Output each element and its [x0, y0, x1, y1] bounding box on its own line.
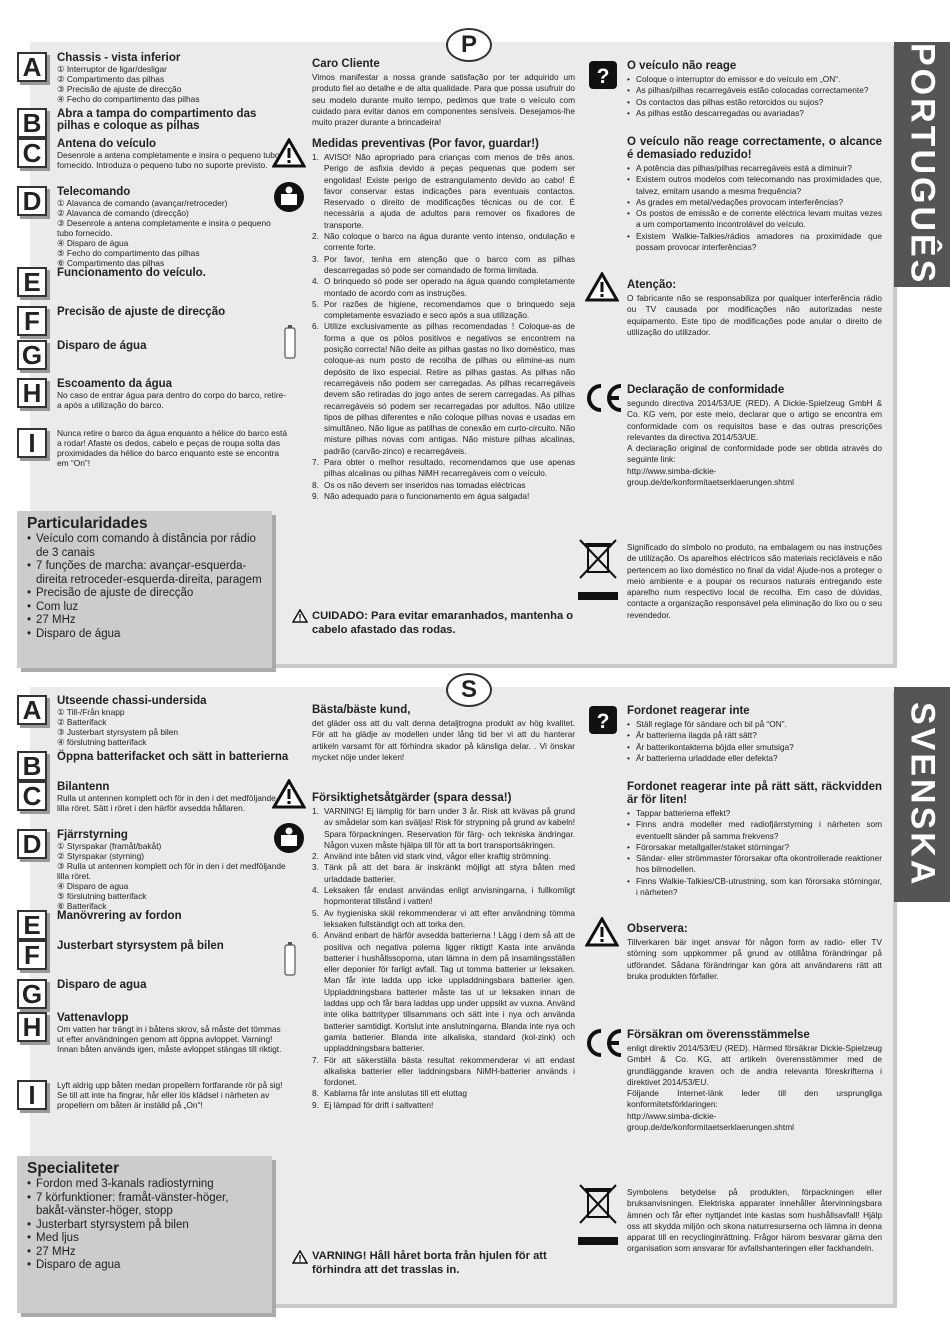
question-mark-icon	[588, 60, 618, 95]
item-text: Alavanca de comando (avançar/retroceder)	[66, 198, 228, 208]
sv-features-list	[27, 1178, 262, 1273]
bullet-item: • Coloque o interruptor do emissor e do veículo em „ON“.	[627, 74, 841, 84]
section-body	[57, 979, 289, 991]
section-item	[57, 208, 289, 218]
section-title: Fjärrstyrning	[57, 829, 128, 841]
item-text: Compartimento das pilhas	[66, 74, 165, 84]
pt-disposal-text: Significado do símbolo no produto, na embalagem ou nas instruções de utilização. Os aparelhos eléctricos são materiais recicláveis e não pertencem ao lixo doméstico no final da vida! Ajude-nos a proteger o meio ambiente e a poupar os recursos naturais entregando este aparelho num respectivo local de recolha. Em caso de dúvidas, contacte a organização responsável pela eliminação do lixo ou o seu revendedor.	[627, 542, 882, 620]
item-text: Precisão de ajuste de direcção	[66, 84, 182, 94]
section-body	[57, 340, 289, 352]
sv-greeting	[312, 704, 575, 763]
section-letter: D	[17, 829, 47, 859]
section-item	[57, 84, 289, 94]
sv-features-title: Specialiteter	[27, 1160, 120, 1177]
sv-trouble-2-list	[627, 808, 882, 898]
bullet-text: Existem outros modelos com telecomando nas proximidades que, talvez, emitam usando a mesma frequência?	[636, 174, 882, 196]
numbered-item: 8. Kablarna får inte anslutas till ett eluttag	[312, 1088, 467, 1099]
item-number-icon: ②	[57, 74, 67, 84]
numbered-text: Por razões de higiene, recomendamos que o brinquedo seja completamente esvaziado e seco após a sua utilização.	[324, 298, 575, 321]
section-body	[57, 1080, 289, 1110]
pt-greeting	[312, 58, 575, 128]
feature-item: • 27 MHz	[27, 614, 76, 626]
bullet-item: • Tappar batterierna effekt?	[627, 808, 731, 818]
bullet-text: Förorsakar metallgaller/staket störningar?	[636, 841, 790, 852]
weee-bin-icon	[578, 1183, 618, 1232]
numbered-text: Por favor, tenha em atenção que o barco com as pilhas descarregadas só pode ser comandado de forma limitada.	[324, 253, 575, 275]
section-letter: B	[17, 751, 47, 781]
section-title: Vattenavlopp	[57, 1012, 129, 1024]
bullet-item: • As pilhas estão descarregadas ou avariadas?	[627, 107, 804, 118]
feature-text: Com luz	[36, 600, 79, 613]
bullet-text: As pilhas estão descarregadas ou avariadas?	[636, 107, 804, 118]
numbered-text: Kablarna får inte anslutas till ett eluttag	[324, 1088, 467, 1099]
section-text: Om vatten har trängt in i båtens skrov, så måste det tömmas ut efter användningen genom att öppna avloppet. Varning! Innan båten används igen, måste avloppet stängas till riktigt.	[57, 1024, 282, 1054]
feature-text: Veículo com comando à distância por rádio de 3 canais	[36, 533, 256, 559]
item-number-icon: ⑤	[57, 891, 67, 901]
pt-trouble-1	[627, 60, 882, 119]
section-item	[57, 861, 289, 881]
battery-icon	[284, 942, 296, 981]
item-number-icon: ③	[57, 218, 67, 228]
feature-item: • 7 körfunktioner: framåt-vänster-höger, bakåt-vänster-höger, stopp	[27, 1192, 262, 1219]
item-text: Fecho do compartimento das pilhas	[66, 248, 200, 258]
pt-features-list	[27, 533, 262, 641]
item-number-icon: ③	[57, 727, 67, 737]
item-number-icon: ④	[57, 737, 67, 747]
item-text: Fecho do compartimento das pilhas	[66, 94, 200, 104]
pt-language-tab: PORTUGUÊS	[894, 42, 950, 287]
caution-triangle-icon	[292, 609, 308, 628]
feature-text: Disparo de água	[36, 627, 121, 640]
section-title: Telecomando	[57, 186, 131, 198]
sv-trouble-2	[627, 781, 882, 898]
feature-item: • 27 MHz	[27, 1245, 76, 1258]
section-letter: B	[17, 108, 47, 138]
section-letter: C	[17, 138, 47, 168]
bullet-text: Existem Walkie-Talkies/rádios amadores na proximidade que possam provocar interferências?	[636, 230, 882, 253]
weee-bin-icon	[578, 538, 618, 587]
sv-trouble-1-title: Fordonet reagerar inte	[627, 705, 750, 717]
item-number-icon: ③	[57, 861, 67, 871]
feature-text: 7 körfunktioner: framåt-vänster-höger, bakåt-vänster-höger, stopp	[36, 1191, 229, 1217]
pt-greeting-text: Vimos manifestar a nossa grande satisfação por ter adquirido um produto fiel ao detalhe e de alta qualidade. Para que possa usufruir do seu modelo durante muito tempo, pedimos que trate o veículo com cuidado para evitar danos em componentes sensíveis. Desejamos-lhe muito prazer durante a brincadeira!	[312, 72, 575, 128]
bullet-item: • Ställ reglage för sändare och bil på “ON”.	[627, 719, 787, 729]
numbered-text: Os os não devem ser inseridos nas tomadas eléctricas	[324, 479, 526, 490]
section-title: Escoamento da água	[57, 378, 173, 390]
feature-item: • Disparo de agua	[27, 1259, 121, 1271]
section-letter: I	[17, 428, 47, 458]
bullet-text: Os postos de emissão e de corrente eléctrica levam muitas vezes a um comportamento incontrolável do veículo.	[636, 208, 882, 230]
bullet-item: • Sändar- eller strömmaster förorsakar ofta okontrollerade reaktioner hos bilmodellen.	[627, 853, 882, 875]
sv-greeting-title: Bästa/bäste kund,	[312, 704, 411, 716]
numbered-text: Utilize exclusivamente as pilhas recomendadas ! Coloque-as de forma a que os pólos positivos e negativos se encontrem na posição correcta! Não deite as pilhas gastas no lixo doméstico, mas coloque-as num posto de recolha de pilhas ou elimine-as num depósito de lixo especial. Retire as pilhas gastas. As pilhas não recarregáveis não podem ser carregadas. As pilhas recarregáveis devem são retiradas do jogo antes de serem carregadas. As pilhas recarregáveis só podem ser recarregadas por adultos. Não utilize tipos de pilhas diferentes e não coloque pilhas novas e usadas em simultâneo. Não ligue as patilhas de conexão em curto-circuito. Não misture pilhas novas com antigas. Não misture pilhas alcalinas, padrão (carvão-zinco) e recarregáveis.	[324, 321, 575, 456]
numbered-item: 4. Leksaken får endast användas enligt anvisningarna, i fullkomligt hopmonterat tillstånd i vatten!	[312, 885, 575, 907]
sv-greeting-text: det gläder oss att du valt denna detaljtrogna produkt av hög kvalitet. För att ha glädje av modellen under lång tid ber vi att du hanterar artikeln varsamt för att förhindra skador på känsliga delar. . Vi önskar mycket nöje under leken!	[312, 718, 575, 762]
bullet-text: Ställ reglage för sändare och bil på “ON”.	[636, 719, 787, 729]
item-text: Styrspakar (framåt/bakåt)	[66, 841, 162, 851]
section-item	[57, 64, 289, 74]
item-text: Batterifack	[66, 901, 107, 911]
section-body	[57, 910, 289, 922]
item-number-icon: ③	[57, 84, 67, 94]
numbered-item: 5. Por razões de higiene, recomendamos que o brinquedo seja completamente esvaziado e seco após a sua utilização.	[312, 298, 575, 321]
numbered-item: 7. Para obter o melhor resultado, recomendamos que use apenas pilhas alcalinas ou pilhas NiMH recarregáveis com o veículo.	[312, 457, 575, 479]
item-number-icon: ②	[57, 717, 67, 727]
section-title: Funcionamento do veículo.	[57, 267, 206, 279]
sv-attention	[627, 923, 882, 982]
item-number-icon: ④	[57, 238, 67, 248]
section-title: Precisão de ajuste de direcção	[57, 306, 226, 318]
section-letter: H	[17, 1012, 47, 1042]
bullet-item: • A potência das pilhas/pilhas recarregáveis está a diminuir?	[627, 163, 852, 173]
question-mark-icon	[588, 705, 618, 740]
warning-triangle-icon	[272, 138, 306, 173]
caution-triangle-icon	[292, 1250, 308, 1269]
sv-language-badge: S	[446, 673, 492, 707]
section-item	[57, 238, 289, 248]
bullet-item: • Finns andra modeller med radiofjärrstyrning i närheten som eventuellt sänder på samma frekvens?	[627, 819, 882, 841]
section-letter: F	[17, 940, 47, 970]
numbered-item: 7. För att säkerställa bästa resultat rekommenderar vi att endast alkaliska batterier eller laddningsbara NiMH-batterier används i fordonet.	[312, 1054, 575, 1088]
section-item	[57, 881, 289, 891]
section-body	[57, 186, 289, 268]
section-body	[57, 940, 289, 952]
item-text: förslutning batterifack	[66, 891, 147, 901]
section-title: Chassis - vista inferior	[57, 52, 181, 64]
pt-attention-title: Atenção:	[627, 279, 677, 291]
item-text: Batterifack	[66, 717, 107, 727]
item-number-icon: ②	[57, 208, 67, 218]
numbered-item: 2. Använd inte båten vid stark vind, vågor eller kraftig strömning.	[312, 851, 551, 862]
bullet-text: Är batterikontakterna böjda eller smutsiga?	[636, 741, 794, 752]
numbered-item: 6. Utilize exclusivamente as pilhas recomendadas ! Coloque-as de forma a que os pólos positivos e negativos se encontrem na posição correcta! Não deite as pilhas gastas no lixo doméstico, mas coloque-as num posto de recolha de pilhas ou elimine-as num depósito de lixo especial. Retire as pilhas gastas. As pilhas não recarregáveis não podem ser carregadas. As pilhas recarregáveis devem são retiradas do jogo antes de serem carregadas. As pilhas recarregáveis só podem ser recarregadas por adultos. Não utilize tipos de pilhas diferentes e não coloque pilhas novas e usadas em simultâneo. Não ligue as patilhas de conexão em curto-circuito. Não misture pilhas novas com antigas. Não misture pilhas alcalinas, padrão (carvão-zinco) e recarregáveis.	[312, 321, 575, 456]
section-text: Rulla ut antennen komplett och för in den i det medföljande lilla röret. Sätt i röret i den härför avsedda hållaren.	[57, 793, 276, 813]
ce-mark-icon	[585, 1028, 625, 1063]
section-letter: C	[17, 781, 47, 811]
item-number-icon: ①	[57, 64, 67, 74]
sv-conformity-text: enligt direktiv 2014/53/EU (RED). Härmed försäkrar Dickie-Spielzeug GmbH & Co. KG, att artikeln överensstämmer med de grundläggande kraven och de andra relevanta föreskrifterna i direktivet 2014/53/EU.	[627, 1043, 882, 1087]
item-text: Alavanca de comando (direcção)	[66, 208, 189, 218]
numbered-item: 2. Não coloque o barco na água durante vento intenso, ondulação e corrente forte.	[312, 231, 575, 253]
bullet-item: • Os postos de emissão e de corrente eléctrica levam muitas vezes a um comportamento incontrolável do veículo.	[627, 208, 882, 230]
section-item	[57, 248, 289, 258]
sv-conformity-title: Försäkran om överensstämmelse	[627, 1029, 810, 1041]
pt-conformity	[627, 384, 882, 488]
battery-icon	[284, 325, 296, 364]
bullet-item: • Existem Walkie-Talkies/rádios amadores na proximidade que possam provocar interferências?	[627, 230, 882, 253]
item-number-icon: ⑥	[57, 258, 67, 268]
pt-conformity-title: Declaração de conformidade	[627, 384, 785, 396]
pt-caution-text: CUIDADO: Para evitar emaranhados, mantenha o cabelo afastado das rodas.	[312, 610, 574, 636]
numbered-text: Ej lämpad för drift i saltvatten!	[324, 1099, 434, 1110]
sv-language-tab: SVENSKA	[894, 687, 950, 902]
item-number-icon: ①	[57, 841, 67, 851]
bullet-item: • Os contactos das pilhas estão retorcidos ou sujos?	[627, 96, 824, 107]
bullet-text: Finns andra modeller med radiofjärrstyrning i närheten som eventuellt sänder på samma frekvens?	[636, 819, 882, 841]
feature-item: • Med ljus	[27, 1232, 79, 1244]
section-body	[57, 267, 289, 279]
numbered-text: För att säkerställa bästa resultat rekommenderar vi att endast alkaliska batterier eller laddningsbara NiMH-batterier används i fordonet.	[324, 1054, 575, 1088]
feature-text: 27 MHz	[36, 1245, 76, 1258]
section-item	[57, 727, 289, 737]
section-item	[57, 707, 289, 717]
item-number-icon: ①	[57, 707, 67, 717]
section-body	[57, 695, 289, 747]
item-text: Desenrole a antena completamente e insira o pequeno tubo fornecido.	[57, 218, 271, 238]
section-letter: G	[17, 979, 47, 1009]
section-item	[57, 737, 289, 747]
section-letter: E	[17, 910, 47, 940]
pt-features-title: Particularidades	[27, 515, 148, 532]
section-item	[57, 851, 289, 861]
numbered-text: Para obter o melhor resultado, recomendamos que use apenas pilhas alcalinas ou pilhas NiMH recarregáveis com o veículo.	[324, 457, 575, 479]
item-text: Disparo de água	[66, 238, 129, 248]
item-number-icon: ④	[57, 881, 67, 891]
numbered-text: Não coloque o barco na água durante vento intenso, ondulação e corrente forte.	[324, 231, 575, 253]
section-body	[57, 781, 289, 813]
section-letter: F	[17, 306, 47, 336]
feature-item: • Veículo com comando à distância por rádio de 3 canais	[27, 533, 262, 560]
section-body	[57, 751, 289, 763]
numbered-text: Leksaken får endast användas enligt anvisningarna, i fullkomligt hopmonterat tillstånd i vatten!	[324, 885, 575, 907]
sv-attention-text: Tillverkaren bär inget ansvar för någon form av radio- eller TV störning som uppkommer på grund av otillåtna förändringar på utförandet. Sådana förändringar kan göra att användarens rätt att bruka produkten förfaller.	[627, 937, 882, 981]
sv-safety-title: Försiktighetsåtgärder (spara dessa!)	[312, 792, 512, 804]
section-letter: E	[17, 267, 47, 297]
pt-trouble-1-title: O veículo não reage	[627, 60, 737, 72]
svg-text:?: ?	[596, 710, 610, 733]
pt-conformity-text: segundo directiva 2014/53/UE (RED). A Dickie-Spielzeug GmbH & Co. KG vem, por este meio, declarar que o artigo se encontra em conformidade com os requisitos base e das outras prescrições relevantes da directiva 2014/53/UE.	[627, 398, 882, 442]
sv-attention-title: Observera:	[627, 923, 688, 935]
item-text: Rulla ut antennen komplett och för in den i det medföljande lilla röret.	[57, 861, 286, 881]
sv-conformity-text2: Följande Internet-länk leder till den ursprungliga konformitetsförklaringen:	[627, 1088, 882, 1110]
numbered-text: O brinquedo só pode ser operado na água quando completamente montado de acordo com as instruções.	[324, 276, 575, 298]
bullet-item: • As pilhas/pilhas recarregáveis estão colocadas correctamente?	[627, 85, 869, 96]
feature-text: 7 funções de marcha: avançar-esquerda-direita retroceder-esquerda-direita, paragem	[36, 560, 262, 586]
feature-text: Med ljus	[36, 1232, 79, 1244]
read-manual-icon	[272, 821, 306, 860]
numbered-item: 4. O brinquedo só pode ser operado na água quando completamente montado de acordo com as instruções.	[312, 276, 575, 298]
sv-trouble-1-list	[627, 719, 882, 764]
numbered-item: 3. Por favor, tenha em atenção que o barco com as pilhas descarregadas só pode ser comandado de forma limitada.	[312, 253, 575, 275]
sv-conformity-url: http://www.simba-dickie-group.de/de/konformitaetserklaerungen.shtml	[627, 1110, 794, 1133]
section-letter: I	[17, 1080, 47, 1110]
numbered-text: AVISO! Não apropriado para crianças com menos de três anos. Perigo de asfixia devido a peças pequenas que podem ser engolidas! Existe perigo de estrangulamento devido ao cabo! É favor conservar estas indicações para eventuais contactos. Reservado o direito de modificações técnicas ou de cor. É necessária a ajuda de adultos para remover os fixadores de transporte.	[324, 152, 575, 230]
numbered-text: Não adequado para o funcionamento em água salgada!	[324, 490, 530, 501]
feature-text: Disparo de agua	[36, 1259, 121, 1271]
numbered-item: 5. Av hygieniska skäl rekommenderar vi att efter användning tömma leksaken fullständigt och att torka den.	[312, 907, 575, 929]
item-text: Justerbart styrsystem på bilen	[66, 727, 179, 737]
section-title: Öppna batterifacket och sätt in batterierna	[57, 751, 289, 763]
section-title: Justerbart styrsystem på bilen	[57, 940, 224, 952]
section-letter: G	[17, 340, 47, 370]
numbered-item: 9. Ej lämpad för drift i saltvatten!	[312, 1099, 434, 1110]
sv-trouble-1	[627, 705, 882, 764]
sv-caution-text: VARNING! Håll håret borta från hjulen för att förhindra att det trasslas in.	[312, 1250, 547, 1276]
item-text: Styrspakar (styrning)	[66, 851, 145, 861]
section-item	[57, 94, 289, 104]
section-text: Nunca retire o barco da água enquanto a hélice do barco está a rodar! Afaste os dedos, cabelo e peças de roupa solta das proximidades da hélice do barco enquanto este se encontra em “On”!	[57, 428, 288, 468]
bullet-item: • Är batterikontakterna böjda eller smutsiga?	[627, 741, 794, 752]
section-item	[57, 841, 289, 851]
bullet-item: • Förorsakar metallgaller/staket störningar?	[627, 841, 790, 852]
section-item	[57, 198, 289, 208]
section-letter: A	[17, 52, 47, 82]
bullet-text: As pilhas/pilhas recarregáveis estão colocadas correctamente?	[636, 85, 869, 96]
warning-triangle-icon	[272, 779, 306, 814]
section-letter: H	[17, 378, 47, 408]
pt-language-badge: P	[446, 28, 492, 62]
section-text: Lyft aldrig upp båten medan propellern fortfarande rör på sig! Se till att inte ha fingrar, hår eller lös klädsel i närheten av propellern om båten är inställd på „On“!	[57, 1080, 283, 1110]
bullet-text: Är batterierna ilagda på rätt sätt?	[636, 730, 757, 741]
item-number-icon: ④	[57, 94, 67, 104]
feature-item: • Fordon med 3-kanals radiostyrning	[27, 1178, 214, 1190]
bullet-item: • As grades em metal/vedações provocam interferências?	[627, 196, 844, 207]
feature-item: • 7 funções de marcha: avançar-esquerda-direita retroceder-esquerda-direita, paragem	[27, 560, 262, 586]
numbered-text: Använd enbart de härför avsedda batterierna ! Lägg i dem så att de positiva och negativa polerna ligger riktigt! Kasta inte använda batterier i hushållssoporna, utan lämna in dem på insamlingsställen eller deponier för farligt avfall. Tag ut tomma batterier ur leksaken. Man får inte ladda upp icke uppladdningsbara batterier igen. Uppladdningsbara batterier måste tas ut ur leksaken innan de laddas upp och får bara laddas upp under uppsikt av vuxna. Använd inte olika battrityper tillsammans och sätt inte i nya och använda batterier samtidigt. Kortslut inte anslutningarna. Blanda inte nya och gamla batterier. Blanda inte alkaliska, standard (kol-zink) och uppladdningsbara batterier.	[324, 930, 575, 1054]
bullet-text: A potência das pilhas/pilhas recarregáveis está a diminuir?	[636, 163, 852, 173]
sv-features-box	[17, 1156, 272, 1313]
attention-triangle-icon	[585, 917, 619, 952]
bullet-item: • Finns Walkie-Talkies/CB-utrustning, som kan förorsaka störningar, i närheten?	[627, 875, 882, 898]
item-number-icon: ②	[57, 851, 67, 861]
pt-trouble-2-title: O veículo não reage correctamente, o alcance é demasiado reduzido!	[627, 136, 882, 161]
feature-item: • Disparo de água	[27, 627, 121, 640]
numbered-text: Av hygieniska skäl rekommenderar vi att efter användning tömma leksaken fullständigt och att torka den.	[324, 907, 575, 929]
item-number-icon: ①	[57, 198, 67, 208]
feature-item: • Com luz	[27, 600, 79, 613]
pt-conformity-text2: A declaração original de conformidade pode ser obtida através do seguinte link:	[627, 443, 882, 465]
bullet-text: Finns Walkie-Talkies/CB-utrustning, som kan förorsaka störningar, i närheten?	[636, 875, 882, 898]
section-body	[57, 52, 289, 104]
numbered-item: 8. Os os não devem ser inseridos nas tomadas eléctricas	[312, 479, 526, 490]
section-body	[57, 306, 289, 318]
pt-safety	[312, 138, 575, 502]
bullet-item: • Är batterierna ilagda på rätt sätt?	[627, 730, 757, 741]
section-body	[57, 138, 289, 170]
item-text: Disparo de agua	[66, 881, 129, 891]
item-text: Compartimento das pilhas	[66, 258, 165, 268]
section-title: Manövrering av fordon	[57, 910, 182, 922]
pt-trouble-1-list	[627, 74, 882, 119]
item-number-icon: ⑥	[57, 901, 67, 911]
section-title: Disparo de água	[57, 340, 147, 352]
sv-safety-list	[312, 806, 575, 1111]
feature-item: • Justerbart styrsystem på bilen	[27, 1218, 189, 1231]
feature-text: Justerbart styrsystem på bilen	[36, 1218, 189, 1231]
numbered-item: 3. Tänk på att det bara är inskränkt möjligt att styra båten med urladdade batterier.	[312, 862, 575, 884]
weee-bar	[578, 1237, 618, 1245]
item-number-icon: ⑤	[57, 248, 67, 258]
section-title: Antena do veículo	[57, 138, 157, 150]
bullet-text: Tappar batterierna effekt?	[636, 808, 731, 818]
bullet-text: As grades em metal/vedações provocam interferências?	[636, 196, 844, 207]
bullet-item: • Existem outros modelos com telecomando nas proximidades que, talvez, emitam usando a mesma frequência?	[627, 174, 882, 196]
numbered-item: 9. Não adequado para o funcionamento em água salgada!	[312, 490, 530, 501]
pt-attention-text: O fabricante não se responsabiliza por qualquer interferência rádio ou TV causada por modificações não autorizadas neste equipamento. Este tipo de modificações pode anular o direito de utilização do utilizador.	[627, 293, 882, 337]
section-item	[57, 717, 289, 727]
section-item	[57, 218, 289, 238]
section-letter: A	[17, 695, 47, 725]
feature-text: Fordon med 3-kanals radiostyrning	[36, 1178, 214, 1190]
pt-safety-list	[312, 152, 575, 502]
bullet-text: Sändar- eller strömmaster förorsakar ofta okontrollerade reaktioner hos bilmodellen.	[636, 853, 882, 875]
attention-triangle-icon	[585, 272, 619, 307]
numbered-text: Använd inte båten vid stark vind, vågor eller kraftig strömning.	[324, 851, 551, 862]
bullet-text: Är batterierna urladdade eller defekta?	[636, 752, 778, 763]
section-body	[57, 428, 289, 468]
bullet-text: Os contactos das pilhas estão retorcidos ou sujos?	[636, 96, 824, 107]
section-text: Desenrole a antena completamente e insira o pequeno tubo fornecido. Introduza o pequeno tubo no suporte previsto.	[57, 150, 280, 170]
feature-text: 27 MHz	[36, 614, 76, 626]
section-body	[57, 378, 289, 410]
section-title: Abra a tampa do compartimento das pilhas e coloque as pilhas	[57, 108, 257, 132]
item-text: förslutning batterifack	[66, 737, 147, 747]
bullet-text: Coloque o interruptor do emissor e do veículo em „ON“.	[636, 74, 841, 84]
pt-greeting-title: Caro Cliente	[312, 58, 380, 70]
item-text: Till-/Från knapp	[66, 707, 125, 717]
pt-attention	[627, 279, 882, 338]
numbered-item: 6. Använd enbart de härför avsedda batterierna ! Lägg i dem så att de positiva och negativa polerna ligger riktigt! Kasta inte använda batterier i hushållssoporna, utan lämna in dem på insamlingsställen eller deponier för farligt avfall. Tag ut tomma batterier ur leksaken. Man får inte ladda upp icke uppladdningsbara batterier igen. Uppladdningsbara batterier måste tas ut ur leksaken innan de laddas upp och får bara laddas upp under uppsikt av vuxna. Använd inte olika battrityper tillsammans och sätt inte i nya och använda batterier samtidigt. Kortslut inte anslutningarna. Blanda inte nya och gamla batterier. Blanda inte alkaliska, standard (kol-zink) och uppladdningsbara batterier.	[312, 930, 575, 1054]
feature-text: Precisão de ajuste de direcção	[36, 587, 194, 599]
bullet-item: • Är batterierna urladdade eller defekta?	[627, 752, 778, 763]
section-item	[57, 74, 289, 84]
section-text: No caso de entrar água para dentro do corpo do barco, retire-a após a utilização do barco.	[57, 390, 287, 410]
section-body	[57, 829, 289, 911]
numbered-text: VARNING! Ej lämplig för barn under 3 år. Risk att kvävas på grund av smådelar som kan sväljas! Risk för strypning på grund av kabeln! Spara förpackningen. Reservation för färg- och tekniska ändringar. Någon vuxen måste hjälpa till för att ta bort transportsäkringen.	[324, 806, 575, 850]
section-item	[57, 891, 289, 901]
sv-safety	[312, 792, 575, 1111]
feature-item: • Precisão de ajuste de direcção	[27, 587, 194, 599]
section-letter: D	[17, 186, 47, 216]
section-title: Disparo de agua	[57, 979, 147, 991]
pt-trouble-2-list	[627, 163, 882, 253]
pt-conformity-url: http://www.simba-dickie-group.de/de/konformitaetserklaerungen.shtml	[627, 465, 794, 488]
ce-mark-icon	[585, 383, 625, 418]
svg-text:?: ?	[596, 65, 610, 88]
numbered-text: Tänk på att det bara är inskränkt möjligt att styra båten med urladdade batterier.	[324, 862, 575, 884]
sv-conformity	[627, 1029, 882, 1133]
pt-trouble-2	[627, 136, 882, 253]
sv-trouble-2-title: Fordonet reagerar inte på rätt sätt, räckvidden är för liten!	[627, 781, 882, 806]
pt-features-box	[17, 511, 272, 668]
section-body	[57, 108, 289, 132]
item-text: Interruptor de ligar/desligar	[66, 64, 167, 74]
read-manual-icon	[272, 180, 306, 219]
numbered-item: 1. VARNING! Ej lämplig för barn under 3 år. Risk att kvävas på grund av smådelar som kan sväljas! Risk för strypning på grund av kabeln! Spara förpackningen. Reservation för färg- och tekniska ändringar. Någon vuxen måste hjälpa till för att ta bort transportsäkringen.	[312, 806, 575, 850]
section-title: Utseende chassi-undersida	[57, 695, 207, 707]
pt-safety-title: Medidas preventivas (Por favor, guardar!)	[312, 138, 539, 150]
sv-disposal-text: Symbolens betydelse på produkten, förpackningen eller bruksanvisningen. Elektriska apparater innehåller återvinningsbara ämnen och får efter nyttjandet inte kastas som hushållsavfall! Hjälp oss att skydda miljön och skona naturresurserna och lämna in denna apparat till en recyclinginrättning. Frågor härom besvarar gärna den organisation som ansvarar för avfallshanteringen eller fackhandeln.	[627, 1187, 882, 1254]
section-title: Bilantenn	[57, 781, 110, 793]
section-body	[57, 1012, 289, 1054]
weee-bar	[578, 592, 618, 600]
numbered-item: 1. AVISO! Não apropriado para crianças com menos de três anos. Perigo de asfixia devido a peças pequenas que podem ser engolidas! Existe perigo de estrangulamento devido ao cabo! É favor conservar estas indicações para eventuais contactos. Reservado o direito de modificações técnicas ou de cor. É necessária a ajuda de adultos para remover os fixadores de transporte.	[312, 152, 575, 230]
